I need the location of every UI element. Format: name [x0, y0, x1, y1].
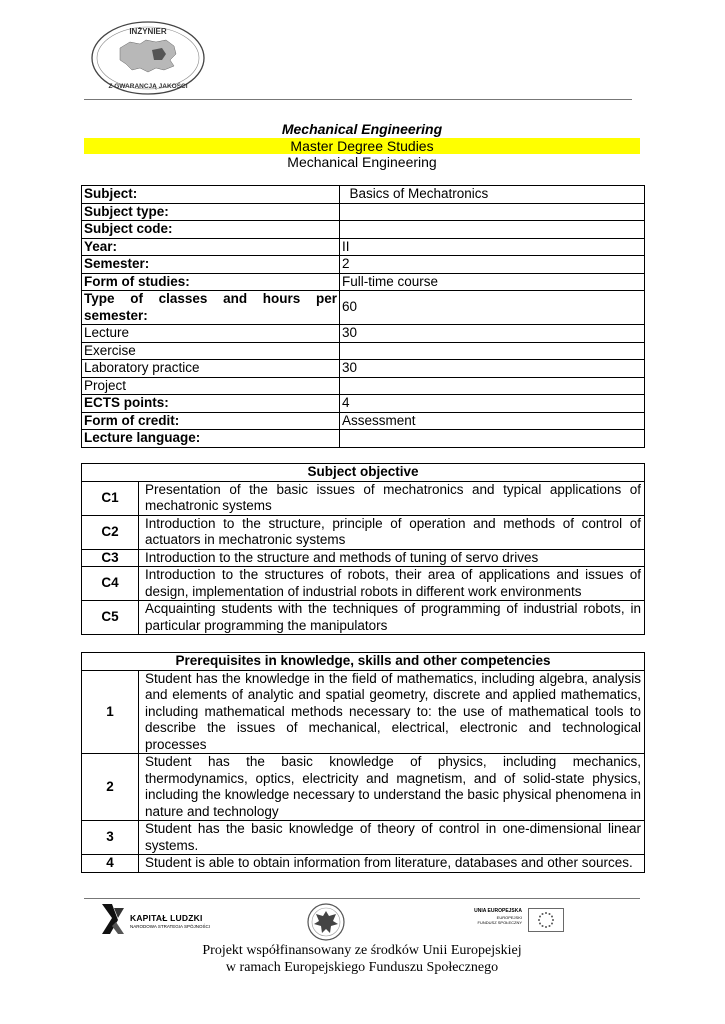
info-value — [340, 203, 645, 221]
info-value — [340, 377, 645, 395]
kapital-ludzki-logo — [98, 900, 228, 940]
info-row — [82, 342, 645, 360]
logo-top-text: INŻYNIER — [129, 27, 167, 36]
info-label: Project — [82, 377, 340, 395]
objective-text: Introduction to the structures of robots, their area of applications and issues of design, implementation of industrial robots in different work environments — [139, 567, 645, 601]
prerequisite-row — [82, 754, 645, 821]
prerequisite-code: 1 — [82, 670, 139, 754]
info-row — [82, 221, 645, 239]
footer-divider — [84, 898, 640, 899]
info-value — [340, 342, 645, 360]
info-row — [82, 186, 645, 204]
objective-code: C3 — [82, 549, 139, 567]
footer-line-1: Projekt współfinansowany ze środków Unii Europejskiej — [202, 943, 522, 958]
footer-funding-note — [84, 943, 640, 976]
footer-logos — [84, 900, 640, 944]
prerequisite-header: Prerequisites in knowledge, skills and other competencies — [82, 653, 645, 671]
info-label: Laboratory practice — [82, 360, 340, 378]
info-label: Type of classes and hours per semester: — [82, 291, 340, 325]
info-label: Form of studies: — [82, 273, 340, 291]
objective-header-row — [82, 464, 645, 482]
info-value: 30 — [340, 360, 645, 378]
info-value: II — [340, 238, 645, 256]
polish-eagle-emblem — [306, 902, 346, 942]
objective-row — [82, 481, 645, 515]
info-value: 60 — [340, 291, 645, 325]
prerequisite-row — [82, 855, 645, 873]
info-label: Subject: — [82, 186, 340, 204]
subject-info-table — [81, 185, 645, 448]
info-row — [82, 238, 645, 256]
objective-row — [82, 601, 645, 635]
prerequisite-code: 4 — [82, 855, 139, 873]
info-value: Full-time course — [340, 273, 645, 291]
info-row — [82, 395, 645, 413]
info-value: Basics of Mechatronics — [340, 186, 645, 204]
objective-code: C4 — [82, 567, 139, 601]
objective-text: Acquainting students with the techniques of programming of industrial robots, in particular programming the manipulators — [139, 601, 645, 635]
degree-title: Master Degree Studies — [84, 138, 640, 155]
eu-subtitle — [472, 915, 522, 925]
prerequisites-table — [81, 652, 645, 873]
eu-line1: EUROPEJSKI — [496, 915, 522, 920]
document-titles — [84, 121, 640, 171]
info-row — [82, 325, 645, 343]
info-label: Exercise — [82, 342, 340, 360]
objective-text: Presentation of the basic issues of mechatronics and typical applications of mechatronic systems — [139, 481, 645, 515]
info-value — [340, 430, 645, 448]
info-label: Lecture language: — [82, 430, 340, 448]
info-label: Year: — [82, 238, 340, 256]
eu-title: UNIA EUROPEJSKA — [474, 908, 522, 914]
info-row — [82, 203, 645, 221]
info-label: Semester: — [82, 256, 340, 274]
info-label: Form of credit: — [82, 412, 340, 430]
faculty-title: Mechanical Engineering — [281, 121, 443, 137]
info-label: Subject code: — [82, 221, 340, 239]
header-divider — [84, 99, 632, 100]
prerequisite-text: Student is able to obtain information from literature, databases and other sources. — [139, 855, 645, 873]
prerequisite-text: Student has the basic knowledge of theory of control in one-dimensional linear systems. — [139, 821, 645, 855]
objective-text: Introduction to the structure and methods of tuning of servo drives — [139, 549, 645, 567]
info-value: 2 — [340, 256, 645, 274]
prerequisite-code: 3 — [82, 821, 139, 855]
eu-line2: FUNDUSZ SPOŁECZNY — [477, 920, 522, 925]
prerequisite-row — [82, 670, 645, 754]
prerequisite-text: Student has the basic knowledge of physics, including mechanics, thermodynamics, optics, electricity and magnetism, and of solid-state physics, including the knowledge necessary to understand the basic physical phenomena in nature and technology — [139, 754, 645, 821]
eu-logo — [472, 908, 564, 934]
footer-line-2: w ramach Europejskiego Funduszu Społecznego — [225, 959, 499, 975]
info-value — [340, 221, 645, 239]
info-value: 30 — [340, 325, 645, 343]
objective-row — [82, 515, 645, 549]
field-title: Mechanical Engineering — [287, 154, 437, 170]
info-label: ECTS points: — [82, 395, 340, 413]
logo-bottom-text: Z GWARANCJĄ JAKOŚCI — [108, 83, 188, 90]
prerequisite-text: Student has the knowledge in the field of mathematics, including algebra, analysis and elements of analytic and spatial geometry, discrete and applied mathematics, including mathematical methods necessary to: the use of mathematical tools to describe the issues of mechanical, electrical, electronic and technological processes — [139, 670, 645, 754]
info-row — [82, 291, 645, 325]
info-row — [82, 273, 645, 291]
info-value: 4 — [340, 395, 645, 413]
kl-title: KAPITAŁ LUDZKI — [130, 913, 203, 923]
info-row — [82, 256, 645, 274]
subject-objective-table — [81, 463, 645, 635]
objective-code: C2 — [82, 515, 139, 549]
objective-row — [82, 549, 645, 567]
info-label: Lecture — [82, 325, 340, 343]
kapital-ludzki-icon — [98, 900, 128, 938]
objective-code: C5 — [82, 601, 139, 635]
info-row — [82, 377, 645, 395]
prerequisite-code: 2 — [82, 754, 139, 821]
objective-row — [82, 567, 645, 601]
info-row — [82, 412, 645, 430]
objective-code: C1 — [82, 481, 139, 515]
eu-flag-icon — [528, 908, 564, 932]
objective-text: Introduction to the structure, principle of operation and methods of control of actuators in mechatronic systems — [139, 515, 645, 549]
prerequisite-header-row — [82, 653, 645, 671]
kl-subtitle: NARODOWA STRATEGIA SPÓJNOŚCI — [130, 924, 211, 929]
quality-engineer-logo — [90, 20, 206, 96]
info-row — [82, 360, 645, 378]
info-label: Subject type: — [82, 203, 340, 221]
info-row — [82, 430, 645, 448]
objective-header: Subject objective — [82, 464, 645, 482]
info-value: Assessment — [340, 412, 645, 430]
prerequisite-row — [82, 821, 645, 855]
